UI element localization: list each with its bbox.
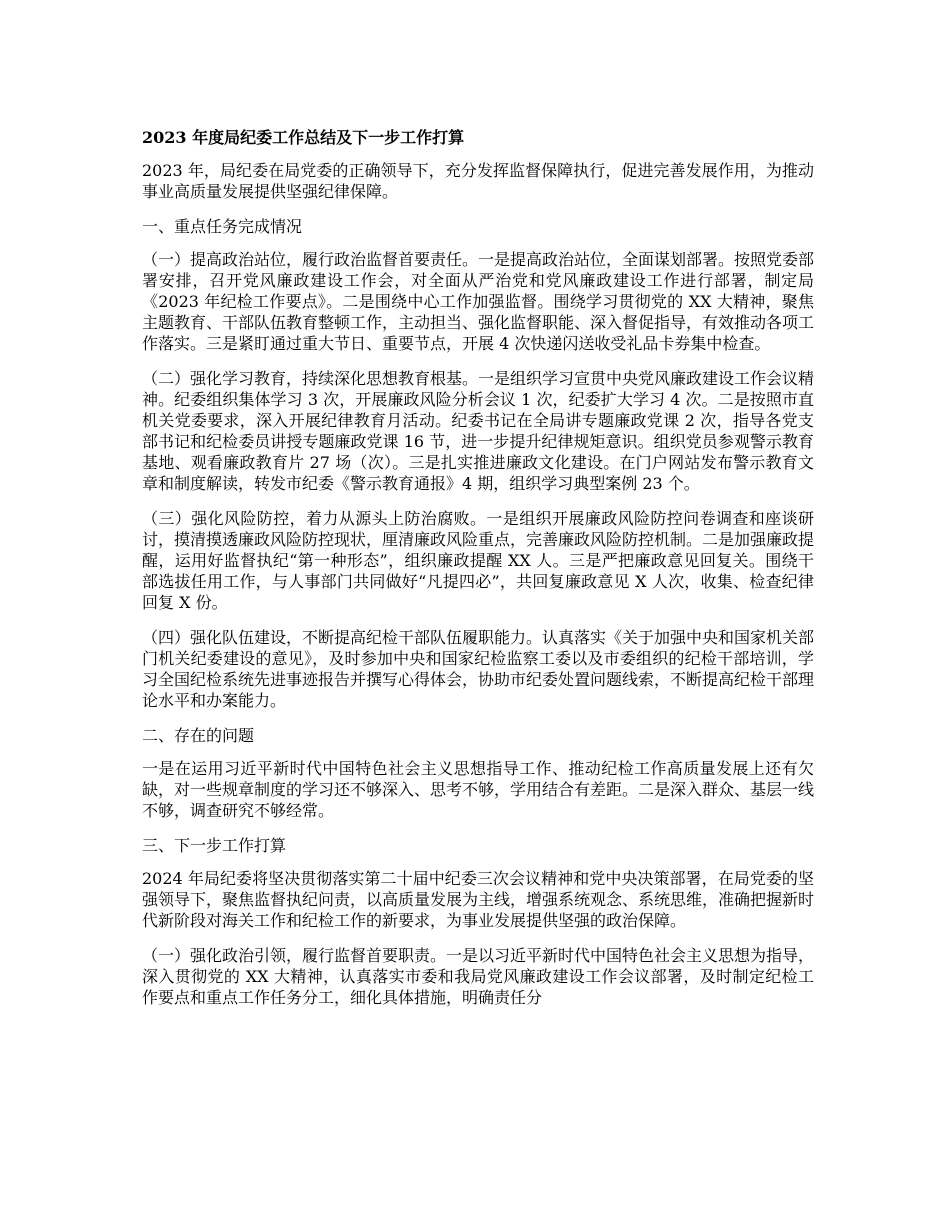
paragraph-next-year-plan: 2024 年局纪委将坚决贯彻落实第二十届中纪委三次会议精神和党中央决策部署，在局党委的坚强领导下，聚焦监督执纪问责，以高质量发展为主线，增强系统观念、系统思维，准确把握新时代新阶段对海关工作和纪检工作的新要求，为事业发展提供坚强的政治保障。	[142, 869, 815, 930]
section-heading-achievements: 一、重点任务完成情况	[142, 217, 303, 236]
paragraph-learning-education: （二）强化学习教育，持续深化思想教育根基。一是组织学习宣贯中央党风廉政建设工作会议精神。纪委组织集体学习 3 次，开展廉政风险分析会议 1 次，纪委扩大学习 4 次。二是按照市直机关党委要求，深入开展纪律教育月活动。纪委书记在全局讲专题廉政党课 2 次，指导各党支部书记和纪检委员讲授专题廉政党课 16 节，进一步提升纪律规矩意识。组织党员参观警示教育基地、观看廉政教育片 27 场（次）。三是扎实推进廉政文化建设。在门户网站发布警示教育文章和制度解读，转发市纪委《警示教育通报》4 期，组织学习典型案例 23 个。	[142, 369, 815, 493]
section-heading-problems: 二、存在的问题	[142, 726, 255, 745]
document-title: 2023 年度局纪委工作总结及下一步工作打算	[142, 128, 465, 147]
paragraph-team-building: （四）强化队伍建设，不断提高纪检干部队伍履职能力。认真落实《关于加强中央和国家机关部门机关纪委建设的意见》，及时参加中央和国家纪检监察工委以及市委组织的纪检干部培训，学习全国纪检系统先进事迹报告并撰写心得体会，协助市纪委处置问题线索，不断提高纪检干部理论水平和办案能力。	[142, 628, 815, 710]
paragraph-problems: 一是在运用习近平新时代中国特色社会主义思想指导工作、推动纪检工作高质量发展上还有欠缺，对一些规章制度的学习还不够深入、思考不够，学用结合有差距。二是深入群众、基层一线不够，调查研究不够经常。	[142, 759, 815, 820]
section-heading-next-steps: 三、下一步工作打算	[142, 836, 287, 855]
paragraph-risk-control: （三）强化风险防控，着力从源头上防治腐败。一是组织开展廉政风险防控问卷调查和座谈研讨，摸清摸透廉政风险防控现状，厘清廉政风险重点，完善廉政风险防控机制。二是加强廉政提醒，运用好监督执纪“第一种形态”，组织廉政提醒 XX 人。三是严把廉政意见回复关。围绕干部选拔任用工作，与人事部门共同做好“凡提四必”，共回复廉政意见 X 人次，收集、检查纪律回复 X 份。	[142, 509, 815, 612]
document-page	[142, 126, 814, 1022]
paragraph-political-stance: （一）提高政治站位，履行政治监督首要责任。一是提高政治站位，全面谋划部署。按照党委部署安排，召开党风廉政建设工作会，对全面从严治党和党风廉政建设工作进行部署，制定局《2023 年纪检工作要点》。二是围绕中心工作加强监督。围绕学习贯彻党的 XX 大精神，聚焦主题教育、干部队伍教育整顿工作，主动担当、强化监督职能、深入督促指导，有效推动各项工作落实。三是紧盯通过重大节日、重要节点，开展 4 次快递闪送收受礼品卡券集中检查。	[142, 250, 815, 353]
paragraph-political-guidance: （一）强化政治引领，履行监督首要职责。一是以习近平新时代中国特色社会主义思想为指导，深入贯彻党的 XX 大精神，认真落实市委和我局党风廉政建设工作会议部署，及时制定纪检工作要点和重点工作任务分工，细化具体措施，明确责任分	[142, 946, 815, 1007]
intro-paragraph: 2023 年，局纪委在局党委的正确领导下，充分发挥监督保障执行，促进完善发展作用，为推动事业高质量发展提供坚强纪律保障。	[142, 161, 814, 201]
